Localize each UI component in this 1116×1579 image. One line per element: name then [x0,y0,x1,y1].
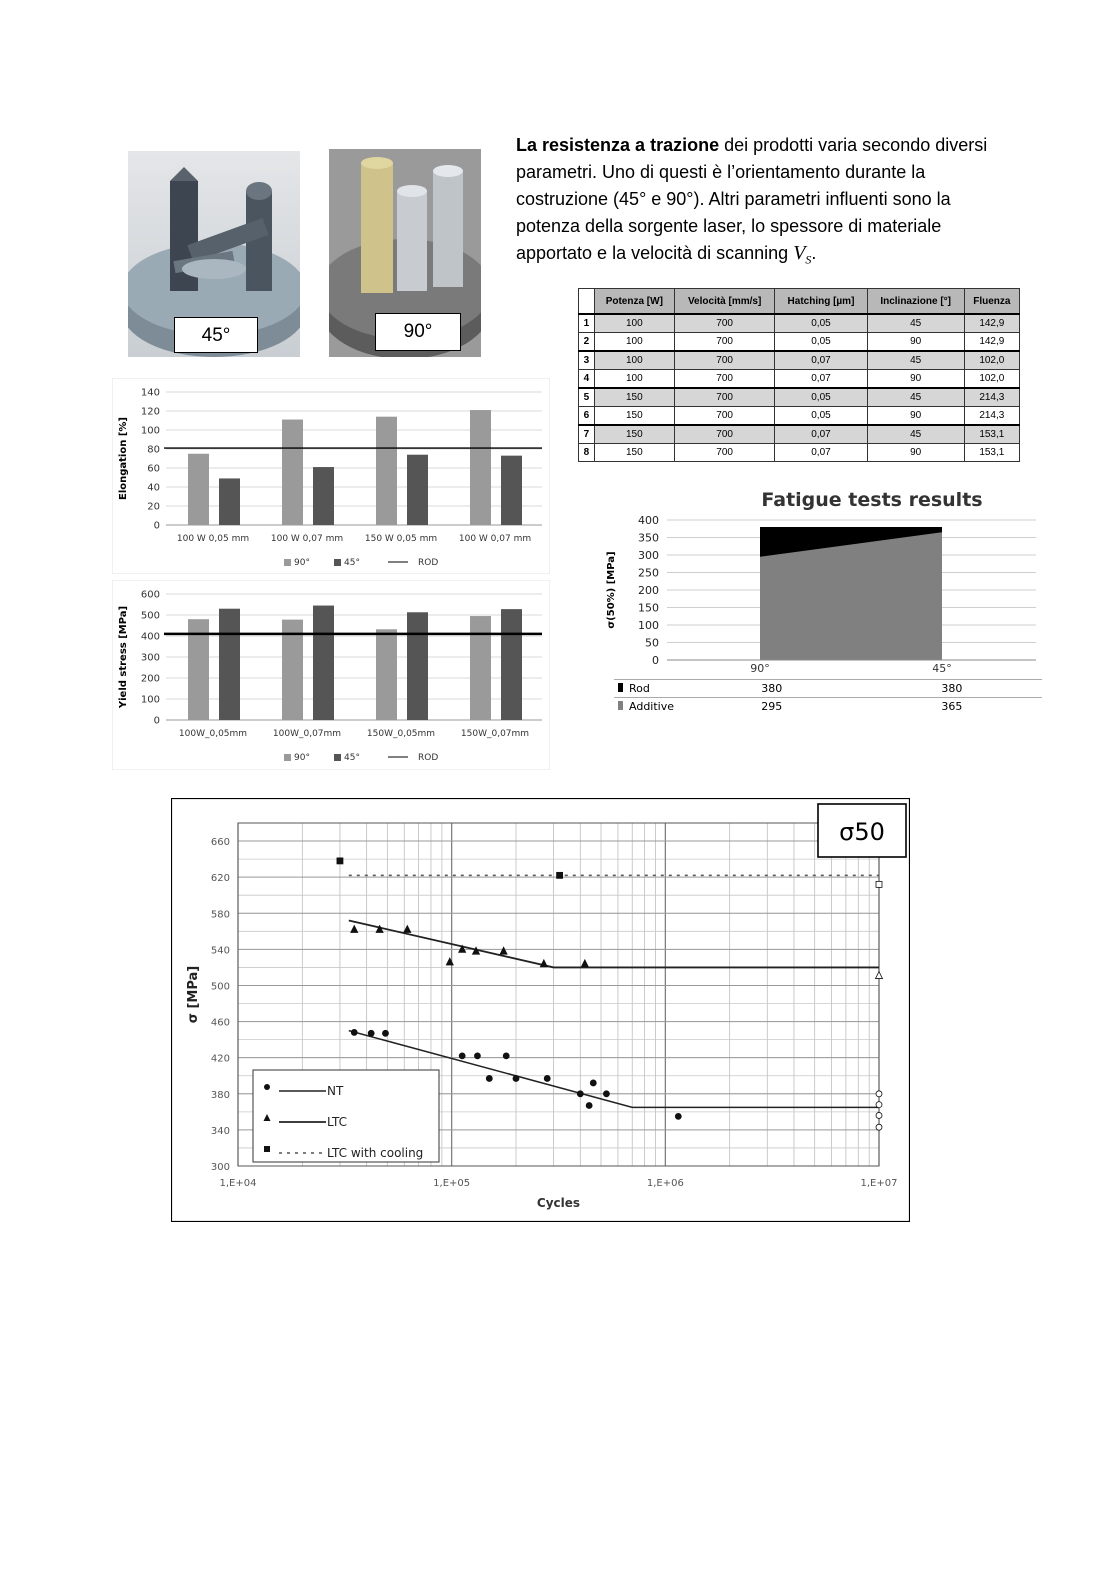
legend-label: ROD [418,753,439,763]
legend-marker [264,1084,270,1090]
legend-label: 45° [344,753,360,763]
parameters-table-cell: 45 [867,388,964,407]
y-axis-title: σ [MPa] [186,965,201,1024]
legend-label: 45° [344,558,360,568]
x-tick-label: 150 W 0,05 mm [364,534,438,544]
data-point-nt [876,1091,882,1097]
data-point-ltc-cooling [337,858,343,864]
bar-90 [282,420,303,525]
x-tick-label: 100W_0,05mm [178,729,248,739]
rod-90-value: 380 [682,680,862,698]
photo-90-degree-sample [329,149,481,357]
parameters-table-body [579,314,1020,462]
bar-45 [407,455,428,525]
y-tick-label: 350 [638,531,659,545]
legend-swatch [284,754,291,761]
parameters-table-cell: 3 [579,351,595,370]
y-tick-label: 0 [153,520,160,532]
y-tick-label: 460 [210,1017,230,1029]
x-tick-label: 100 W 0,05 mm [176,534,250,544]
header-cell: Inclinazione [°] [867,289,964,315]
bar-90 [376,417,397,525]
x-tick-label: 150W_0,07mm [460,729,530,739]
data-point-nt [544,1075,550,1081]
parameters-table [578,288,1020,462]
y-axis-title: Elongation [%] [118,417,129,500]
parameters-table-cell: 150 [594,444,674,462]
header-cell: Fluenza [964,289,1019,315]
data-point-nt [876,1102,882,1108]
x-tick-label: 90° [750,662,770,675]
parameters-table-row [579,425,1020,444]
x-tick-label: 1,E+07 [860,1178,898,1189]
parameters-table-cell: 0,07 [775,370,867,389]
data-point-nt [586,1103,592,1109]
y-axis-title: Yield stress [MPa] [118,605,129,709]
parameters-table-cell: 1 [579,314,595,333]
x-tick-label: 45° [932,662,952,675]
parameters-table-cell: 0,07 [775,351,867,370]
legend-swatch [334,559,341,566]
rod-label: Rod [629,682,650,695]
bar-90 [470,616,491,720]
parameters-table-cell: 0,07 [775,425,867,444]
y-tick-label: 100 [140,694,160,706]
y-tick-label: 540 [210,945,230,957]
bar-90 [376,629,397,720]
data-point-nt [459,1053,465,1059]
parameters-table-cell: 7 [579,425,595,444]
parameters-table-cell: 150 [594,425,674,444]
rod-legend-key [618,683,623,692]
y-tick-label: 150 [638,601,659,615]
legend-label: 90° [294,753,310,763]
chart-title: Fatigue tests results [761,489,983,511]
x-tick-label: 150W_0,05mm [366,729,436,739]
legend-swatch [284,559,291,566]
bar-45 [219,609,240,720]
data-point-ltc-cooling [557,872,563,878]
photo-90-label: 90° [375,313,461,351]
fatigue-row-label [614,698,682,716]
x-tick-label: 100W_0,07mm [272,729,342,739]
x-tick-label: 1,E+05 [433,1178,471,1189]
header-cell [579,289,595,315]
parameters-table-row [579,351,1020,370]
parameters-table-cell: 6 [579,407,595,426]
fatigue-tests-chart [600,484,1042,679]
legend-label: LTC with cooling [327,1146,424,1160]
y-tick-label: 300 [140,652,160,664]
parameters-table-row [579,370,1020,389]
bar-45 [501,609,522,720]
photo-45-degree-sample [128,151,300,357]
legend-swatch [334,754,341,761]
parameters-table-cell: 90 [867,333,964,352]
parameters-table-cell: 102,0 [964,351,1019,370]
parameters-table-cell: 100 [594,370,674,389]
header-cell: Hatching [µm] [775,289,867,315]
data-point-nt [368,1030,374,1036]
parameters-table-cell: 700 [674,407,774,426]
additive-legend-key [618,701,623,710]
bar-45 [407,612,428,720]
bar-45 [313,467,334,525]
parameters-table-cell: 700 [674,314,774,333]
data-point-nt [486,1075,492,1081]
legend-label: ROD [418,558,439,568]
parameters-table-cell: 5 [579,388,595,407]
y-tick-label: 120 [140,406,160,418]
data-point-nt [503,1053,509,1059]
parameters-table-cell: 700 [674,388,774,407]
x-tick-label: 1,E+06 [646,1178,684,1189]
parameters-table-cell: 150 [594,388,674,407]
y-tick-label: 580 [210,909,230,921]
parameters-table-cell: 0,05 [775,333,867,352]
bar-90 [188,454,209,525]
data-point-nt [577,1091,583,1097]
parameters-table-cell: 2 [579,333,595,352]
x-tick-label: 100 W 0,07 mm [270,534,344,544]
parameters-table-cell: 700 [674,370,774,389]
header-cell: Potenza [W] [594,289,674,315]
y-tick-label: 400 [638,514,659,527]
parameters-table-row [579,388,1020,407]
y-tick-label: 100 [638,619,659,632]
y-tick-label: 100 [140,425,160,437]
x-axis-title: Cycles [536,1196,581,1210]
parameters-table-cell: 90 [867,444,964,462]
parameters-table-cell: 153,1 [964,444,1019,462]
parameters-table-row [579,444,1020,462]
header-cell: Velocità [mm/s] [674,289,774,315]
additive-label: Additive [629,700,674,713]
data-point-nt [351,1029,357,1035]
intro-text: dei prodotti varia secondo diversi parametri. Uno di questi è l’orientamento durante la costruzione (45° e 90°). Altri parametri influenti sono la potenza della sorgente laser, lo spessore di materiale apportato e la velocità di scanning [516,135,988,263]
parameters-table-cell: 214,3 [964,388,1019,407]
y-tick-label: 500 [210,981,230,993]
parameters-table-cell: 153,1 [964,425,1019,444]
data-point-nt [603,1091,609,1097]
parameters-table-cell: 45 [867,314,964,333]
x-tick-label: 1,E+04 [219,1178,257,1189]
parameters-table-header-row [579,289,1020,315]
y-tick-label: 200 [638,584,659,597]
y-tick-label: 380 [210,1089,230,1101]
parameters-table-cell: 100 [594,333,674,352]
y-tick-label: 250 [638,566,659,580]
intro-end: . [811,243,817,263]
annotation-sigma50: σ50 [839,818,885,846]
x-tick-label: 100 W 0,07 mm [458,534,532,544]
y-tick-label: 0 [652,654,659,667]
y-tick-label: 420 [210,1053,230,1065]
additive-90-value: 295 [682,698,862,716]
parameters-table-cell: 45 [867,425,964,444]
elongation-chart [112,378,550,574]
data-point-ltc-cooling [876,881,882,887]
data-point-nt [382,1030,388,1036]
photo-45-label: 45° [174,317,258,353]
parameters-table-cell: 90 [867,407,964,426]
y-tick-label: 620 [210,873,230,885]
fatigue-row-rod [614,680,1042,698]
y-tick-label: 200 [140,673,160,685]
y-tick-label: 0 [153,715,160,727]
y-tick-label: 140 [140,387,160,399]
y-tick-label: 60 [147,463,160,475]
parameters-table-cell: 700 [674,333,774,352]
y-tick-label: 300 [638,549,659,562]
intro-variable-subscript: S [805,252,812,267]
bar-45 [501,456,522,525]
data-point-nt [474,1053,480,1059]
sn-curve-chart [171,798,910,1222]
parameters-table-cell: 142,9 [964,314,1019,333]
parameters-table-cell: 8 [579,444,595,462]
parameters-table-row [579,333,1020,352]
intro-variable: V [793,242,806,264]
parameters-table-cell: 0,07 [775,444,867,462]
parameters-table-cell: 90 [867,370,964,389]
parameters-table-cell: 0,05 [775,388,867,407]
parameters-table-cell: 150 [594,407,674,426]
y-tick-label: 80 [147,444,160,456]
parameters-table-cell: 142,9 [964,333,1019,352]
data-point-nt [513,1075,519,1081]
y-tick-label: 340 [210,1125,230,1137]
parameters-table-cell: 700 [674,444,774,462]
y-tick-label: 400 [140,631,160,643]
parameters-table-cell: 214,3 [964,407,1019,426]
parameters-table-row [579,407,1020,426]
data-point-nt [876,1112,882,1118]
fatigue-row-additive [614,698,1042,716]
bar-45 [219,478,240,525]
intro-bold-lead: La resistenza a trazione [516,135,720,155]
fatigue-data-table [614,679,1042,715]
y-tick-label: 20 [147,501,160,513]
parameters-table-cell: 45 [867,351,964,370]
y-tick-label: 660 [210,837,230,849]
yield-stress-chart [112,580,550,770]
bar-45 [313,606,334,720]
parameters-table-cell: 0,05 [775,407,867,426]
data-point-nt [876,1124,882,1130]
parameters-table-cell: 100 [594,351,674,370]
y-axis-title: σ(50%) [MPa] [606,551,617,629]
parameters-table-cell: 102,0 [964,370,1019,389]
legend-label: LTC [327,1115,348,1129]
y-tick-label: 40 [147,482,160,494]
legend-label: 90° [294,558,310,568]
parameters-table-cell: 100 [594,314,674,333]
legend-label: NT [327,1084,344,1098]
legend-marker [264,1146,270,1152]
fatigue-row-label [614,680,682,698]
parameters-table-row [579,314,1020,333]
y-tick-label: 50 [645,636,659,650]
parameters-table-cell: 0,05 [775,314,867,333]
y-tick-label: 600 [140,589,160,601]
parameters-table-cell: 4 [579,370,595,389]
y-tick-label: 300 [210,1162,230,1173]
bar-90 [470,410,491,525]
data-point-nt [590,1080,596,1086]
rod-45-value: 380 [862,680,1042,698]
y-tick-label: 500 [140,610,160,622]
additive-45-value: 365 [862,698,1042,716]
intro-paragraph [516,132,1016,274]
parameters-table-cell: 700 [674,351,774,370]
parameters-table-cell: 700 [674,425,774,444]
data-point-nt [675,1113,681,1119]
